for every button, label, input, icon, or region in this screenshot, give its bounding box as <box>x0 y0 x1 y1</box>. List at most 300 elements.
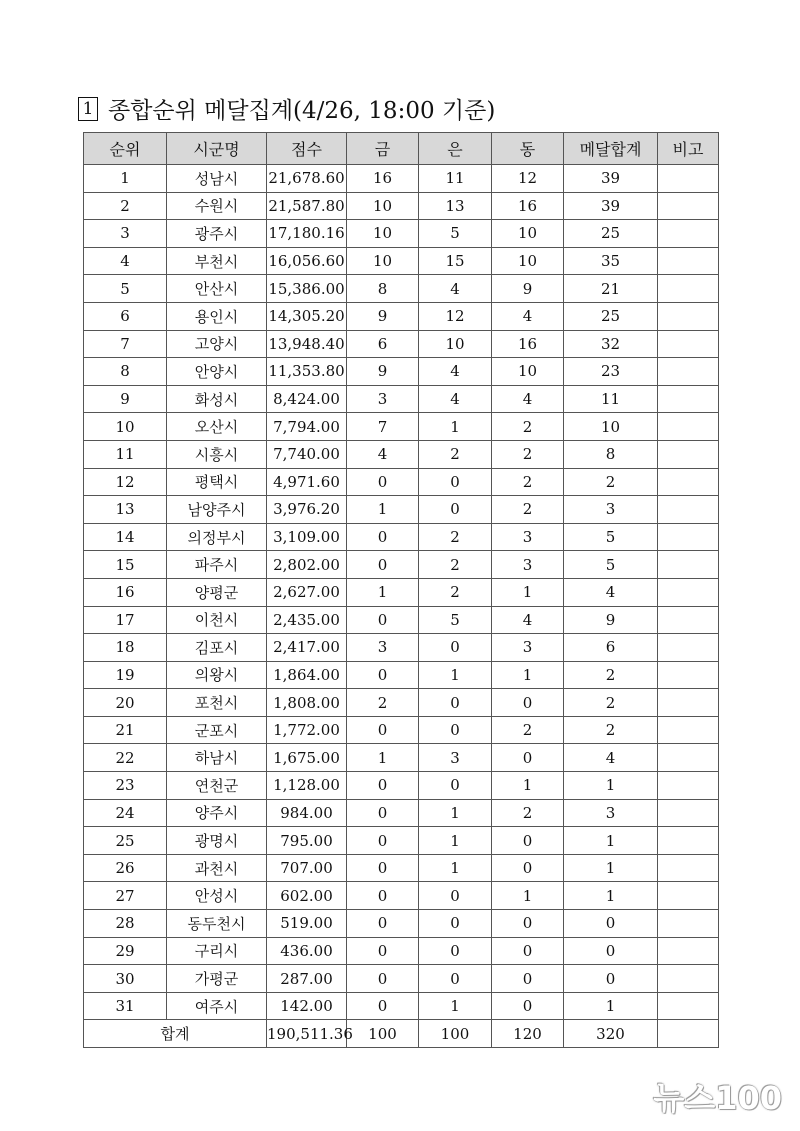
cell-note <box>658 551 719 579</box>
cell-medal-total: 21 <box>564 275 658 303</box>
table-row <box>84 744 719 772</box>
table-row <box>84 247 719 275</box>
cell-note <box>658 385 719 413</box>
cell-bronze: 0 <box>492 965 564 993</box>
total-score: 190,511.36 <box>267 1020 347 1048</box>
cell-note <box>658 578 719 606</box>
total-silver: 100 <box>419 1020 492 1048</box>
cell-rank: 14 <box>84 523 167 551</box>
cell-note <box>658 496 719 524</box>
cell-medal-total: 0 <box>564 965 658 993</box>
watermark-logo: 뉴스100 <box>653 1079 782 1117</box>
cell-gold: 2 <box>347 689 419 717</box>
cell-rank: 17 <box>84 606 167 634</box>
cell-city: 김포시 <box>167 634 267 662</box>
cell-rank: 29 <box>84 937 167 965</box>
cell-gold: 9 <box>347 302 419 330</box>
cell-silver: 0 <box>419 772 492 800</box>
cell-medal-total: 5 <box>564 551 658 579</box>
cell-rank: 19 <box>84 661 167 689</box>
cell-note <box>658 937 719 965</box>
cell-gold: 8 <box>347 275 419 303</box>
cell-medal-total: 2 <box>564 689 658 717</box>
cell-silver: 0 <box>419 496 492 524</box>
cell-gold: 0 <box>347 799 419 827</box>
cell-rank: 12 <box>84 468 167 496</box>
cell-rank: 26 <box>84 854 167 882</box>
cell-bronze: 10 <box>492 358 564 386</box>
cell-city: 화성시 <box>167 385 267 413</box>
cell-bronze: 10 <box>492 220 564 248</box>
cell-medal-total: 0 <box>564 910 658 938</box>
table-row <box>84 937 719 965</box>
cell-medal-total: 39 <box>564 165 658 193</box>
cell-bronze: 10 <box>492 247 564 275</box>
cell-note <box>658 882 719 910</box>
cell-rank: 16 <box>84 578 167 606</box>
cell-rank: 6 <box>84 302 167 330</box>
cell-city: 여주시 <box>167 992 267 1020</box>
table-header-row <box>84 133 719 165</box>
cell-medal-total: 32 <box>564 330 658 358</box>
cell-medal-total: 2 <box>564 716 658 744</box>
cell-rank: 31 <box>84 992 167 1020</box>
cell-city: 연천군 <box>167 772 267 800</box>
cell-city: 광명시 <box>167 827 267 855</box>
cell-bronze: 4 <box>492 606 564 634</box>
cell-city: 평택시 <box>167 468 267 496</box>
cell-score: 4,971.60 <box>267 468 347 496</box>
cell-score: 1,808.00 <box>267 689 347 717</box>
cell-note <box>658 744 719 772</box>
cell-score: 984.00 <box>267 799 347 827</box>
table-row <box>84 192 719 220</box>
cell-gold: 0 <box>347 882 419 910</box>
cell-medal-total: 11 <box>564 385 658 413</box>
table-row <box>84 716 719 744</box>
cell-silver: 0 <box>419 634 492 662</box>
cell-note <box>658 965 719 993</box>
cell-note <box>658 220 719 248</box>
cell-rank: 11 <box>84 440 167 468</box>
total-label: 합계 <box>84 1020 267 1048</box>
cell-bronze: 0 <box>492 937 564 965</box>
cell-note <box>658 606 719 634</box>
cell-gold: 0 <box>347 854 419 882</box>
cell-rank: 5 <box>84 275 167 303</box>
cell-medal-total: 2 <box>564 661 658 689</box>
cell-gold: 10 <box>347 192 419 220</box>
table-row <box>84 910 719 938</box>
table-row <box>84 302 719 330</box>
cell-medal-total: 1 <box>564 882 658 910</box>
cell-note <box>658 799 719 827</box>
cell-note <box>658 634 719 662</box>
cell-gold: 0 <box>347 468 419 496</box>
cell-gold: 0 <box>347 551 419 579</box>
cell-score: 7,794.00 <box>267 413 347 441</box>
table-row <box>84 165 719 193</box>
cell-city: 양평군 <box>167 578 267 606</box>
cell-note <box>658 523 719 551</box>
cell-city: 남양주시 <box>167 496 267 524</box>
cell-silver: 1 <box>419 854 492 882</box>
table-row <box>84 385 719 413</box>
cell-rank: 25 <box>84 827 167 855</box>
total-gold: 100 <box>347 1020 419 1048</box>
cell-note <box>658 854 719 882</box>
cell-score: 436.00 <box>267 937 347 965</box>
cell-medal-total: 2 <box>564 468 658 496</box>
cell-gold: 0 <box>347 827 419 855</box>
cell-gold: 0 <box>347 661 419 689</box>
cell-gold: 0 <box>347 937 419 965</box>
cell-bronze: 2 <box>492 440 564 468</box>
cell-rank: 3 <box>84 220 167 248</box>
cell-score: 2,417.00 <box>267 634 347 662</box>
table-row <box>84 440 719 468</box>
cell-score: 602.00 <box>267 882 347 910</box>
cell-silver: 0 <box>419 937 492 965</box>
cell-rank: 30 <box>84 965 167 993</box>
cell-rank: 10 <box>84 413 167 441</box>
table-row <box>84 578 719 606</box>
cell-gold: 0 <box>347 716 419 744</box>
cell-rank: 9 <box>84 385 167 413</box>
cell-gold: 10 <box>347 220 419 248</box>
cell-silver: 2 <box>419 440 492 468</box>
cell-bronze: 4 <box>492 385 564 413</box>
header-score: 점수 <box>267 133 347 165</box>
total-note <box>658 1020 719 1048</box>
cell-gold: 3 <box>347 385 419 413</box>
cell-silver: 4 <box>419 275 492 303</box>
cell-silver: 0 <box>419 882 492 910</box>
cell-city: 양주시 <box>167 799 267 827</box>
header-bronze: 동 <box>492 133 564 165</box>
page-title <box>78 92 495 125</box>
cell-gold: 0 <box>347 910 419 938</box>
cell-bronze: 1 <box>492 578 564 606</box>
cell-silver: 1 <box>419 799 492 827</box>
table-row <box>84 275 719 303</box>
cell-gold: 0 <box>347 606 419 634</box>
cell-score: 2,627.00 <box>267 578 347 606</box>
cell-medal-total: 8 <box>564 440 658 468</box>
cell-silver: 12 <box>419 302 492 330</box>
cell-city: 안양시 <box>167 358 267 386</box>
header-city: 시군명 <box>167 133 267 165</box>
cell-note <box>658 992 719 1020</box>
cell-medal-total: 1 <box>564 772 658 800</box>
header-rank: 순위 <box>84 133 167 165</box>
cell-rank: 22 <box>84 744 167 772</box>
header-gold: 금 <box>347 133 419 165</box>
table-row <box>84 827 719 855</box>
cell-note <box>658 910 719 938</box>
cell-note <box>658 302 719 330</box>
cell-score: 11,353.80 <box>267 358 347 386</box>
cell-medal-total: 1 <box>564 992 658 1020</box>
cell-bronze: 0 <box>492 854 564 882</box>
cell-city: 수원시 <box>167 192 267 220</box>
table-row <box>84 551 719 579</box>
table-row <box>84 413 719 441</box>
cell-gold: 1 <box>347 744 419 772</box>
total-bronze: 120 <box>492 1020 564 1048</box>
cell-medal-total: 25 <box>564 220 658 248</box>
cell-city: 과천시 <box>167 854 267 882</box>
table-row <box>84 772 719 800</box>
cell-medal-total: 6 <box>564 634 658 662</box>
cell-bronze: 3 <box>492 523 564 551</box>
cell-medal-total: 1 <box>564 827 658 855</box>
cell-silver: 5 <box>419 220 492 248</box>
table-body <box>84 165 719 1020</box>
cell-medal-total: 25 <box>564 302 658 330</box>
cell-note <box>658 716 719 744</box>
cell-silver: 1 <box>419 661 492 689</box>
cell-score: 287.00 <box>267 965 347 993</box>
cell-medal-total: 39 <box>564 192 658 220</box>
cell-silver: 2 <box>419 578 492 606</box>
cell-rank: 15 <box>84 551 167 579</box>
table-row <box>84 634 719 662</box>
cell-city: 고양시 <box>167 330 267 358</box>
cell-score: 15,386.00 <box>267 275 347 303</box>
cell-city: 의왕시 <box>167 661 267 689</box>
total-medals: 320 <box>564 1020 658 1048</box>
table-row <box>84 606 719 634</box>
table-row <box>84 689 719 717</box>
cell-bronze: 3 <box>492 551 564 579</box>
cell-bronze: 1 <box>492 661 564 689</box>
cell-score: 707.00 <box>267 854 347 882</box>
cell-bronze: 0 <box>492 689 564 717</box>
cell-score: 2,435.00 <box>267 606 347 634</box>
cell-rank: 2 <box>84 192 167 220</box>
cell-medal-total: 35 <box>564 247 658 275</box>
cell-note <box>658 689 719 717</box>
cell-silver: 5 <box>419 606 492 634</box>
table-row <box>84 220 719 248</box>
cell-gold: 3 <box>347 634 419 662</box>
cell-gold: 7 <box>347 413 419 441</box>
cell-silver: 0 <box>419 468 492 496</box>
cell-bronze: 2 <box>492 468 564 496</box>
cell-rank: 20 <box>84 689 167 717</box>
cell-gold: 0 <box>347 772 419 800</box>
cell-bronze: 12 <box>492 165 564 193</box>
cell-note <box>658 468 719 496</box>
cell-score: 13,948.40 <box>267 330 347 358</box>
cell-gold: 0 <box>347 992 419 1020</box>
cell-bronze: 4 <box>492 302 564 330</box>
cell-score: 1,864.00 <box>267 661 347 689</box>
cell-score: 1,675.00 <box>267 744 347 772</box>
cell-bronze: 1 <box>492 882 564 910</box>
cell-gold: 0 <box>347 523 419 551</box>
cell-bronze: 16 <box>492 192 564 220</box>
cell-score: 1,128.00 <box>267 772 347 800</box>
table-row <box>84 882 719 910</box>
cell-silver: 4 <box>419 385 492 413</box>
cell-gold: 4 <box>347 440 419 468</box>
cell-note <box>658 827 719 855</box>
cell-bronze: 16 <box>492 330 564 358</box>
cell-bronze: 0 <box>492 827 564 855</box>
cell-silver: 1 <box>419 992 492 1020</box>
cell-rank: 13 <box>84 496 167 524</box>
cell-score: 3,109.00 <box>267 523 347 551</box>
cell-city: 용인시 <box>167 302 267 330</box>
cell-medal-total: 10 <box>564 413 658 441</box>
cell-rank: 4 <box>84 247 167 275</box>
header-note: 비고 <box>658 133 719 165</box>
cell-gold: 16 <box>347 165 419 193</box>
table-row <box>84 330 719 358</box>
cell-silver: 1 <box>419 413 492 441</box>
cell-gold: 6 <box>347 330 419 358</box>
cell-bronze: 2 <box>492 496 564 524</box>
cell-silver: 1 <box>419 827 492 855</box>
cell-silver: 0 <box>419 965 492 993</box>
cell-rank: 23 <box>84 772 167 800</box>
cell-city: 안산시 <box>167 275 267 303</box>
table-row <box>84 799 719 827</box>
cell-city: 구리시 <box>167 937 267 965</box>
cell-bronze: 0 <box>492 992 564 1020</box>
cell-note <box>658 165 719 193</box>
table-row <box>84 468 719 496</box>
table-row <box>84 358 719 386</box>
medal-table <box>83 132 719 1048</box>
cell-bronze: 3 <box>492 634 564 662</box>
cell-gold: 1 <box>347 496 419 524</box>
cell-bronze: 9 <box>492 275 564 303</box>
cell-city: 부천시 <box>167 247 267 275</box>
cell-city: 의정부시 <box>167 523 267 551</box>
total-row <box>84 1020 719 1048</box>
cell-medal-total: 3 <box>564 799 658 827</box>
cell-note <box>658 192 719 220</box>
cell-city: 광주시 <box>167 220 267 248</box>
cell-city: 가평군 <box>167 965 267 993</box>
cell-medal-total: 4 <box>564 744 658 772</box>
cell-note <box>658 275 719 303</box>
cell-silver: 2 <box>419 551 492 579</box>
cell-medal-total: 23 <box>564 358 658 386</box>
cell-rank: 21 <box>84 716 167 744</box>
cell-note <box>658 661 719 689</box>
title-text: 종합순위 메달집계(4/26, 18:00 기준) <box>108 98 496 124</box>
cell-city: 동두천시 <box>167 910 267 938</box>
cell-note <box>658 440 719 468</box>
cell-rank: 24 <box>84 799 167 827</box>
cell-silver: 0 <box>419 689 492 717</box>
cell-silver: 0 <box>419 910 492 938</box>
table-row <box>84 965 719 993</box>
cell-note <box>658 413 719 441</box>
cell-bronze: 2 <box>492 799 564 827</box>
cell-medal-total: 4 <box>564 578 658 606</box>
cell-score: 16,056.60 <box>267 247 347 275</box>
cell-silver: 2 <box>419 523 492 551</box>
cell-bronze: 2 <box>492 413 564 441</box>
cell-score: 2,802.00 <box>267 551 347 579</box>
cell-note <box>658 772 719 800</box>
cell-rank: 8 <box>84 358 167 386</box>
table-row <box>84 496 719 524</box>
cell-score: 3,976.20 <box>267 496 347 524</box>
cell-gold: 10 <box>347 247 419 275</box>
table-row <box>84 523 719 551</box>
cell-bronze: 2 <box>492 716 564 744</box>
cell-bronze: 0 <box>492 910 564 938</box>
cell-rank: 18 <box>84 634 167 662</box>
cell-silver: 0 <box>419 716 492 744</box>
cell-score: 21,587.80 <box>267 192 347 220</box>
cell-city: 포천시 <box>167 689 267 717</box>
cell-city: 이천시 <box>167 606 267 634</box>
cell-rank: 28 <box>84 910 167 938</box>
cell-medal-total: 0 <box>564 937 658 965</box>
cell-medal-total: 5 <box>564 523 658 551</box>
cell-score: 142.00 <box>267 992 347 1020</box>
cell-medal-total: 1 <box>564 854 658 882</box>
cell-rank: 1 <box>84 165 167 193</box>
cell-city: 군포시 <box>167 716 267 744</box>
cell-note <box>658 358 719 386</box>
cell-medal-total: 9 <box>564 606 658 634</box>
cell-score: 7,740.00 <box>267 440 347 468</box>
cell-city: 하남시 <box>167 744 267 772</box>
cell-silver: 15 <box>419 247 492 275</box>
cell-gold: 0 <box>347 965 419 993</box>
header-medal-total: 메달합계 <box>564 133 658 165</box>
cell-rank: 7 <box>84 330 167 358</box>
cell-medal-total: 3 <box>564 496 658 524</box>
cell-silver: 13 <box>419 192 492 220</box>
cell-silver: 3 <box>419 744 492 772</box>
cell-note <box>658 247 719 275</box>
cell-score: 14,305.20 <box>267 302 347 330</box>
cell-gold: 1 <box>347 578 419 606</box>
cell-score: 795.00 <box>267 827 347 855</box>
cell-bronze: 0 <box>492 744 564 772</box>
table-row <box>84 992 719 1020</box>
cell-rank: 27 <box>84 882 167 910</box>
cell-silver: 11 <box>419 165 492 193</box>
cell-silver: 4 <box>419 358 492 386</box>
cell-score: 17,180.16 <box>267 220 347 248</box>
cell-bronze: 1 <box>492 772 564 800</box>
table-row <box>84 661 719 689</box>
cell-note <box>658 330 719 358</box>
cell-city: 안성시 <box>167 882 267 910</box>
header-silver: 은 <box>419 133 492 165</box>
cell-city: 성남시 <box>167 165 267 193</box>
cell-silver: 10 <box>419 330 492 358</box>
cell-gold: 9 <box>347 358 419 386</box>
table-row <box>84 854 719 882</box>
cell-score: 21,678.60 <box>267 165 347 193</box>
cell-score: 519.00 <box>267 910 347 938</box>
cell-score: 1,772.00 <box>267 716 347 744</box>
section-number-box: 1 <box>78 97 98 121</box>
cell-city: 오산시 <box>167 413 267 441</box>
cell-city: 파주시 <box>167 551 267 579</box>
